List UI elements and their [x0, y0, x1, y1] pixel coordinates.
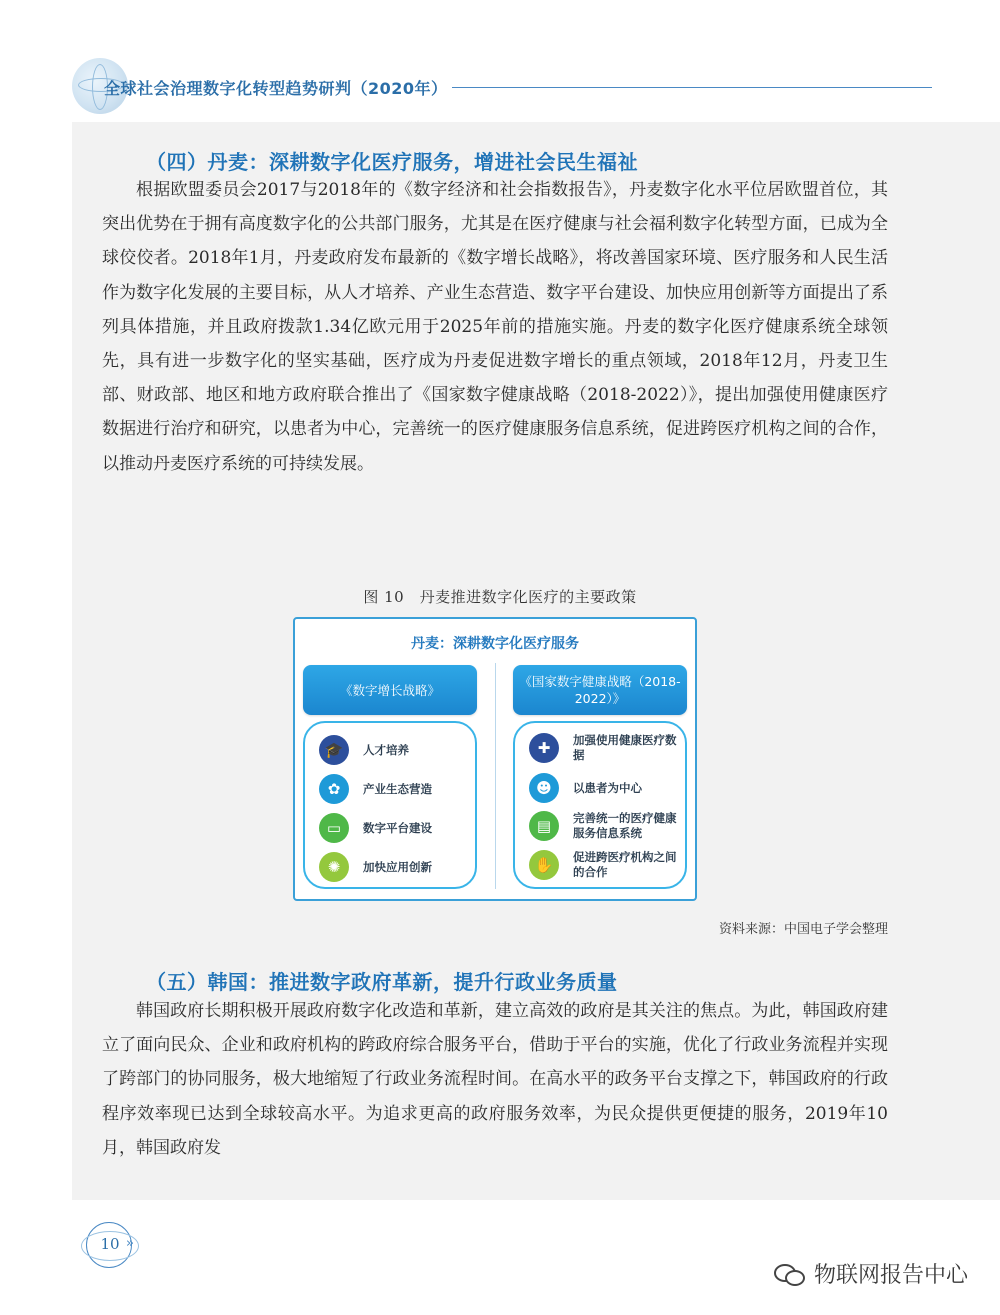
item-label: 产业生态营造: [363, 781, 432, 796]
body-paragraph-denmark: 根据欧盟委员会2017与2018年的《数字经济和社会指数报告》，丹麦数字化水平位居欧盟首位，其突出优势在于拥有高度数字化的公共部门服务，尤其是在医疗健康与社会福利数字化转型方面，已成为全球佼佼者。2018年1月，丹麦政府发布最新的《数字增长战略》，将改善国家环境、医疗服务和人民生活作为数字化发展的主要目标，从人才培养、产业生态营造、数字平台建设、加快应用创新等方面提出了系列具体措施，并且政府拨款1.34亿欧元用于2025年前的措施实施。丹麦的数字化医疗健康系统全球领先，具有进一步数字化的坚实基础，医疗成为丹麦促进数字增长的重点领域，2018年12月，丹麦卫生部、财政部、地区和地方政府联合推出了《国家数字健康战略（2018-2022）》，提出加强使用健康医疗数据进行治疗和研究，以患者为中心，完善统一的医疗健康服务信息系统，促进跨医疗机构之间的合作，以推动丹麦医疗系统的可持续发展。: [102, 180, 888, 474]
ecosystem-icon: ✿: [319, 774, 349, 804]
header-divider: [452, 87, 932, 88]
item-label: 数字平台建设: [363, 820, 432, 835]
monitor-icon: ▤: [529, 811, 559, 841]
graduation-cap-icon: 🎓: [319, 735, 349, 765]
item-label: 以患者为中心: [573, 780, 642, 795]
column-box-digital-growth: [303, 721, 477, 889]
item-label: 人才培养: [363, 742, 409, 757]
chevron-right-icon: »: [126, 1236, 134, 1251]
medical-kit-icon: ✚: [529, 733, 559, 763]
list-item: [529, 811, 679, 841]
column-box-health-strategy: [513, 721, 687, 889]
section-title-denmark: （四）丹麦：深耕数字化医疗服务，增进社会民生福祉: [146, 150, 638, 174]
screen-icon: ▭: [319, 813, 349, 843]
handshake-icon: ✋: [529, 850, 559, 880]
watermark-text: 物联网报告中心: [813, 1263, 968, 1288]
list-item: [529, 850, 679, 880]
policy-figure: [293, 617, 697, 901]
wechat-icon: [774, 1262, 804, 1286]
figure-title: 丹麦：深耕数字化医疗服务: [411, 636, 579, 652]
item-label: 加强使用健康医疗数据: [573, 733, 677, 762]
body-paragraph-korea: 韩国政府长期积极开展政府数字化改造和革新，建立高效的政府是其关注的焦点。为此，韩国政府建立了面向民众、企业和政府机构的跨政府综合服务平台，借助于平台的实施，优化了行政业务流程并实现了跨部门的协同服务，极大地缩短了行政业务流程时间。在高水平的政务平台支撑之下，韩国政府的行政程序效率现已达到全球较高水平。为追求更高的政府服务效率，为民众提供更便捷的服务，2019年10月，韩国政府发: [102, 1001, 888, 1158]
figure-source: 资料来源：中国电子学会整理: [718, 922, 888, 937]
item-label: 加快应用创新: [363, 859, 432, 874]
column-heading-health-strategy: 《国家数字健康战略（2018-2022）》: [513, 665, 687, 715]
list-item: [319, 852, 469, 882]
list-item: [319, 813, 469, 843]
page-number: 10: [100, 1235, 120, 1253]
patient-icon: ☻: [529, 773, 559, 803]
list-item: [529, 773, 679, 803]
item-label: 完善统一的医疗健康服务信息系统: [573, 811, 677, 840]
lightbulb-icon: ✺: [319, 852, 349, 882]
figure-divider: [495, 663, 496, 889]
column-heading-digital-growth: 《数字增长战略》: [303, 665, 477, 715]
list-item: [529, 733, 679, 763]
figure-caption: 图 10 丹麦推进数字化医疗的主要政策: [363, 588, 637, 606]
watermark: [774, 1258, 968, 1289]
list-item: [319, 735, 469, 765]
running-header-title: 全球社会治理数字化转型趋势研判（2020年）: [104, 79, 448, 98]
list-item: [319, 774, 469, 804]
section-title-korea: （五）韩国：推进数字政府革新，提升行政业务质量: [146, 970, 618, 994]
item-label: 促进跨医疗机构之间的合作: [573, 850, 677, 879]
